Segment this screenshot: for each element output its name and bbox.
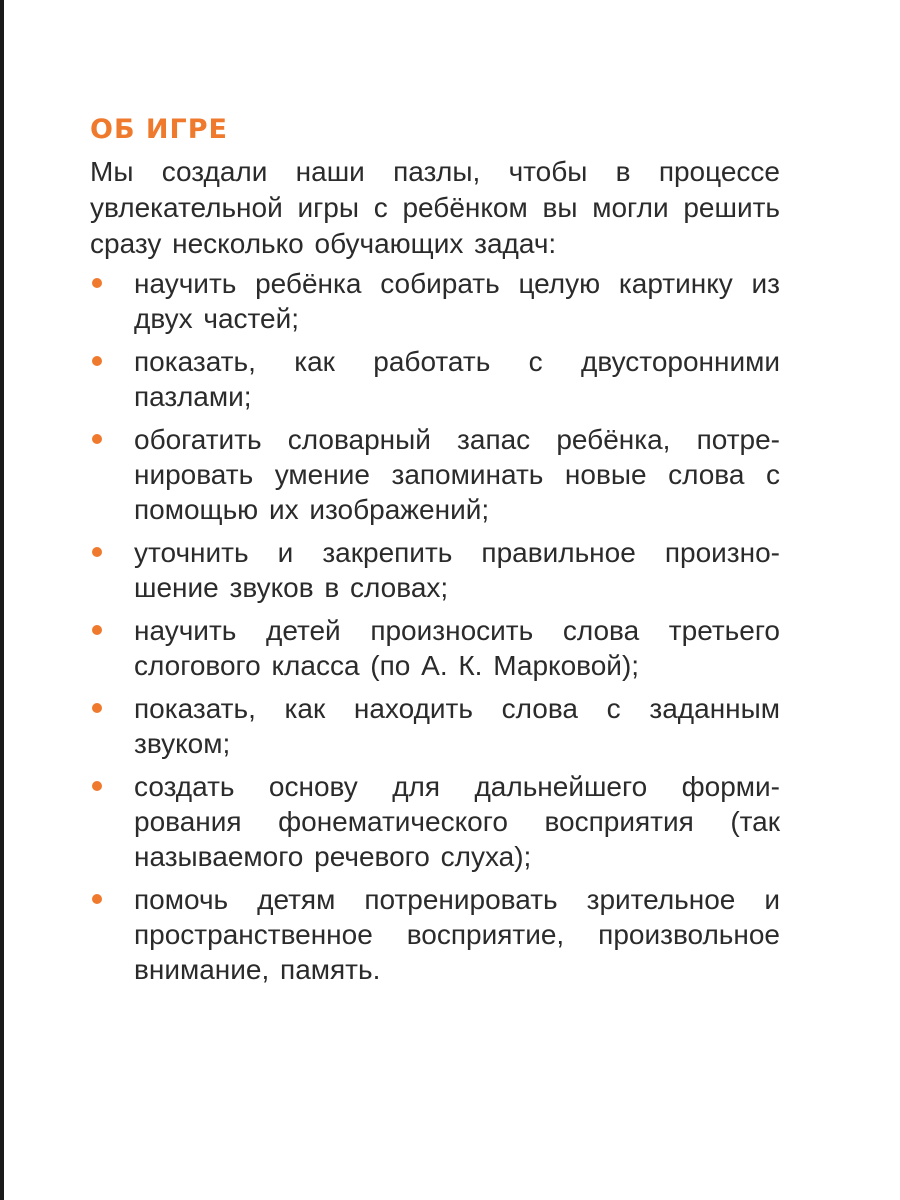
list-item xyxy=(90,691,780,761)
bullet-dot-icon xyxy=(92,434,102,444)
bullet-dot-icon xyxy=(92,781,102,791)
page-edge-border xyxy=(0,0,4,1200)
bullet-dot-icon xyxy=(92,703,102,713)
bullet-dot-icon xyxy=(92,278,102,288)
list-item xyxy=(90,344,780,414)
list-item-text: научить ребёнка собирать целую картинку из двух частей; xyxy=(134,268,780,334)
list-item-text: обогатить словарный запас ребёнка, потренировать умение запоминать новые слова с помощью их изображений; xyxy=(134,424,780,525)
list-item xyxy=(90,769,780,874)
intro-paragraph: Мы создали наши пазлы, чтобы в процессе увлекательной игры с ребёнком вы могли решить сразу несколько обучающих задач: xyxy=(90,156,780,259)
list-item xyxy=(90,422,780,527)
bullet-dot-icon xyxy=(92,625,102,635)
bullet-dot-icon xyxy=(92,356,102,366)
list-item-text: показать, как работать с двусторонними пазлами; xyxy=(134,346,780,412)
bullet-dot-icon xyxy=(92,547,102,557)
list-item-text: научить детей произносить слова третьего слогового класса (по А. К. Марковой); xyxy=(134,615,780,681)
section-title: ОБ ИГРЕ xyxy=(90,114,228,145)
list-item xyxy=(90,266,780,336)
list-item xyxy=(90,535,780,605)
about-game-section xyxy=(90,112,780,995)
bullet-dot-icon xyxy=(92,894,102,904)
list-item-text: помочь детям потренировать зрительное и пространственное восприятие, произвольное внимание, память. xyxy=(134,884,780,985)
list-item-text: уточнить и закрепить правильное произношение звуков в словах; xyxy=(134,537,780,603)
list-item-text: показать, как находить слова с заданным звуком; xyxy=(134,693,780,759)
list-item-text: создать основу для дальнейшего формирования фонематического восприятия (так называемого речевого слуха); xyxy=(134,771,780,872)
list-item xyxy=(90,882,780,987)
tasks-list xyxy=(90,266,780,987)
list-item xyxy=(90,613,780,683)
